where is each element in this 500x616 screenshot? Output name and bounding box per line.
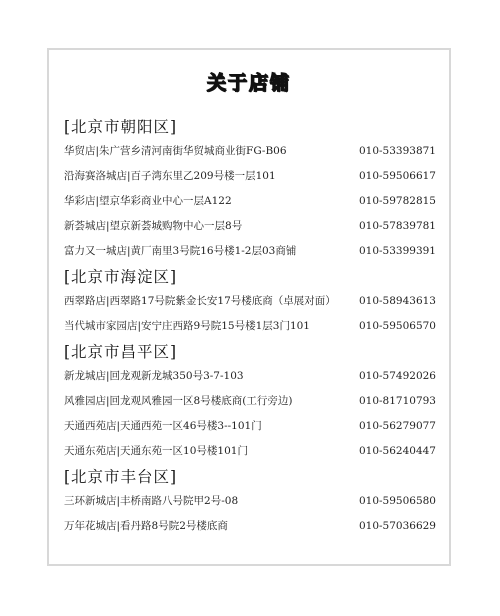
- store-name-address: 三环新城店|丰桥南路八号院甲2号-08: [64, 495, 239, 507]
- store-phone: 010-53399391: [358, 245, 436, 257]
- store-row: [64, 414, 436, 439]
- store-phone: 010-53393871: [358, 145, 436, 157]
- store-name-address: 风雅园店|回龙观风雅园一区8号楼底商(工行旁边): [64, 395, 293, 407]
- store-row: [64, 214, 436, 239]
- store-name-address: 西翠路店|西翠路17号院紫金长安17号楼底商（卓展对面）: [64, 295, 336, 307]
- district-section-fengtai: [64, 466, 436, 539]
- store-name-address: 华彩店|望京华彩商业中心一层A122: [64, 195, 232, 207]
- store-phone: 010-57492026: [358, 370, 436, 382]
- district-heading: [北京市丰台区]: [64, 468, 178, 486]
- store-name-address: 当代城市家园店|安宁庄西路9号院15号楼1层3门101: [64, 320, 310, 332]
- store-phone: 010-81710793: [358, 395, 436, 407]
- store-row: [64, 139, 436, 164]
- store-name-address: 沿海赛洛城店|百子湾东里乙209号楼一层101: [64, 170, 276, 182]
- store-name-address: 新龙城店|回龙观新龙城350号3-7-103: [64, 370, 244, 382]
- store-name-address: 天通西苑店|天通西苑一区46号楼3--101门: [64, 420, 262, 432]
- store-phone: 010-58943613: [358, 295, 436, 307]
- store-phone: 010-59782815: [358, 195, 436, 207]
- store-phone: 010-59506617: [358, 170, 436, 182]
- store-name-address: 富力又一城店|黄厂南里3号院16号楼1-2层03商铺: [64, 245, 297, 257]
- store-name-address: 万年花城店|看丹路8号院2号楼底商: [64, 520, 228, 532]
- store-phone: 010-57036629: [358, 520, 436, 532]
- store-phone: 010-56240447: [358, 445, 436, 457]
- store-row: [64, 314, 436, 339]
- store-row: [64, 439, 436, 464]
- store-phone: 010-59506570: [358, 320, 436, 332]
- store-phone: 010-56279077: [358, 420, 436, 432]
- district-section-haidian: [64, 266, 436, 339]
- store-phone: 010-59506580: [358, 495, 436, 507]
- store-row: [64, 389, 436, 414]
- store-row: [64, 489, 436, 514]
- store-row: [64, 364, 436, 389]
- store-row: [64, 164, 436, 189]
- store-row: [64, 189, 436, 214]
- district-section-changping: [64, 341, 436, 464]
- store-name-address: 天通东苑店|天通东苑一区10号楼101门: [64, 445, 248, 457]
- district-heading: [北京市朝阳区]: [64, 118, 178, 136]
- district-section-chaoyang: [64, 116, 436, 264]
- store-list: [64, 116, 436, 541]
- district-heading: [北京市海淀区]: [64, 268, 178, 286]
- store-name-address: 华贸店|朱广营乡清河南街华贸城商业街FG-B06: [64, 145, 287, 157]
- store-name-address: 新荟城店|望京新荟城购物中心一层8号: [64, 220, 243, 232]
- store-row: [64, 289, 436, 314]
- store-row: [64, 239, 436, 264]
- store-phone: 010-57839781: [358, 220, 436, 232]
- district-heading: [北京市昌平区]: [64, 343, 178, 361]
- page-title: 关于店铺: [206, 72, 291, 94]
- store-row: [64, 514, 436, 539]
